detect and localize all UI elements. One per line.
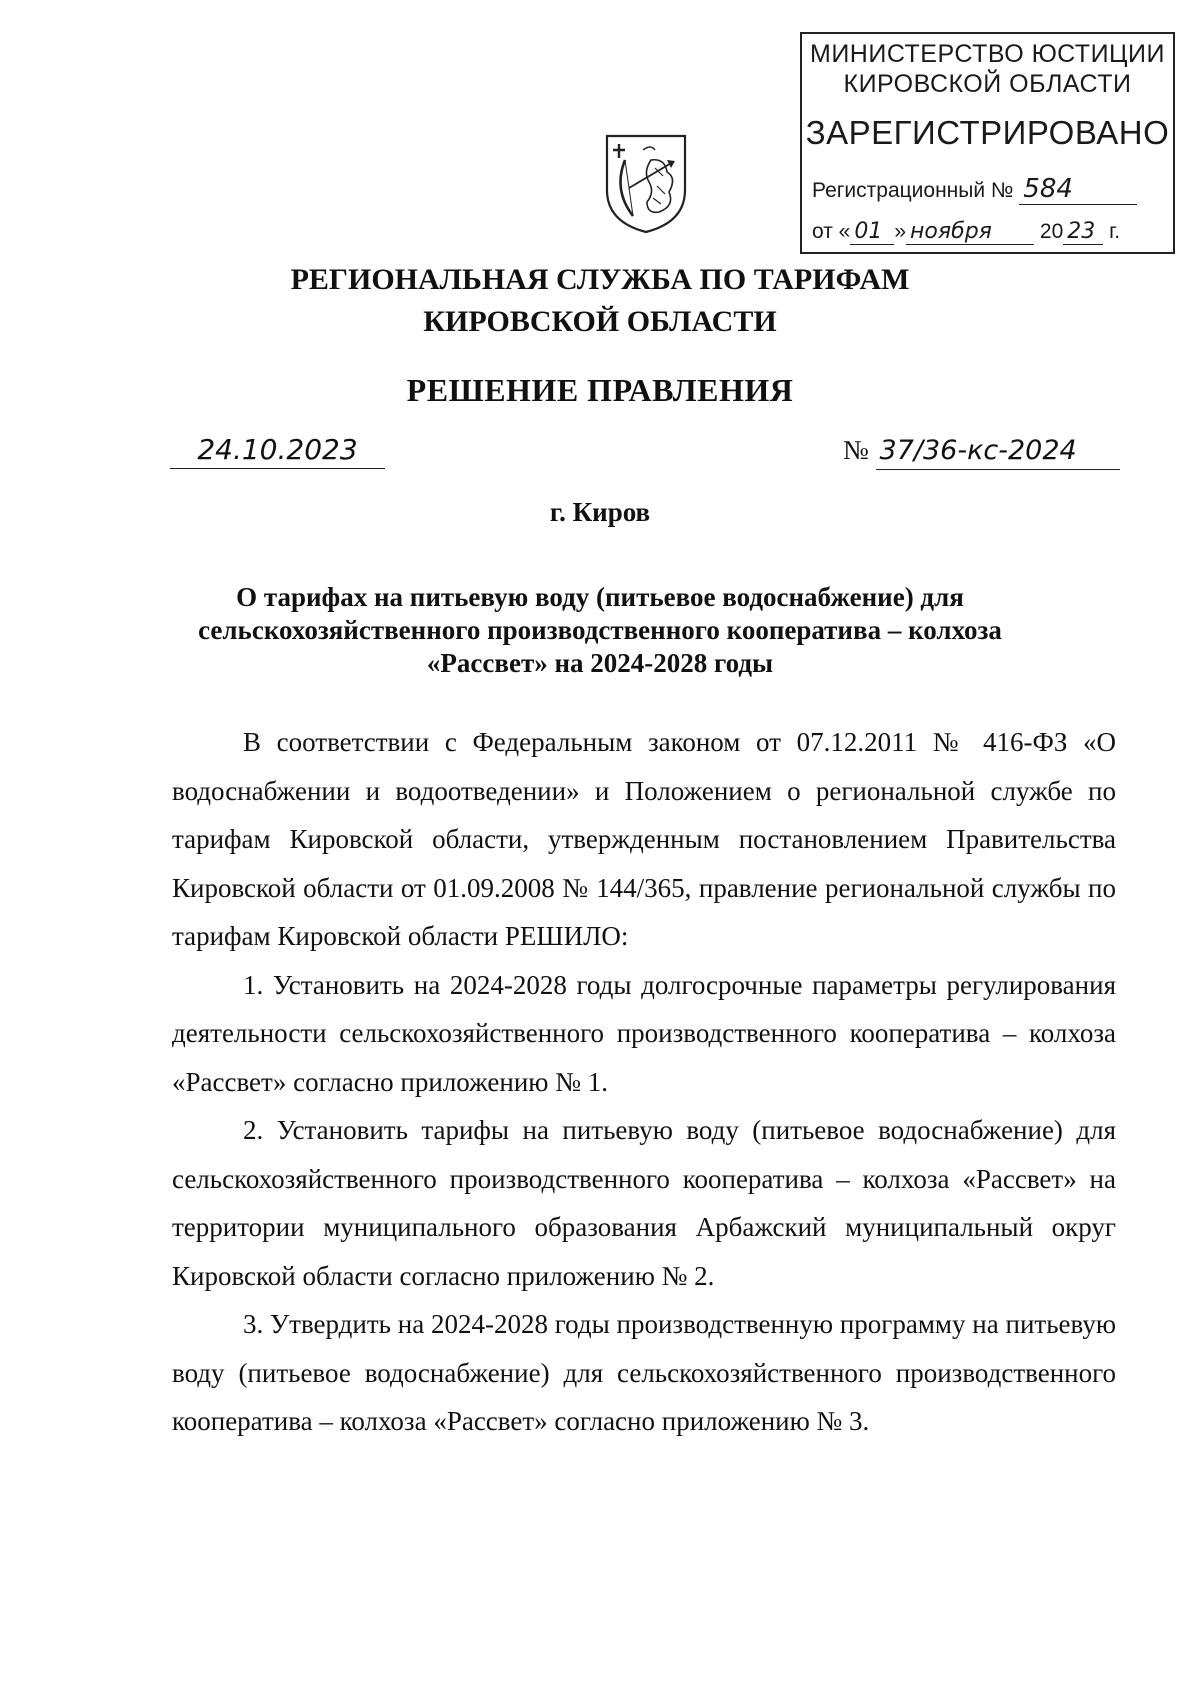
stamp-region: КИРОВСКОЙ ОБЛАСТИ [843,70,1132,98]
stamp-date-suffix: г. [1109,220,1121,243]
stamp-date-mid: » [894,220,907,243]
subject-line2: сельскохозяйственного производственного кооператива – колхоза [198,615,1002,645]
subject-line1: О тарифах на питьевую воду (питьевое водоснабжение) для [236,582,964,612]
subject-line3: «Рассвет» на 2024-2028 годы [426,648,774,678]
doc-type-title: РЕШЕНИЕ ПРАВЛЕНИЯ [406,372,794,408]
decision-number-row [843,432,1120,470]
stamp-registered: ЗАРЕГИСТРИРОВАНО [805,114,1170,151]
stamp-date-month: ноября [906,219,1034,245]
stamp-number-value: 584 [1019,174,1137,205]
clause-2: 2. Установить тарифы на питьевую воду (питьевое водоснабжение) для сельскохозяйственного производственного кооператива – колхоза «Рассвет» на территории муниципального образования Арбажский муниципальный округ Кировской области согласно приложению № 2. [172,1115,1116,1291]
decision-date: 24.10.2023 [170,432,385,469]
org-name-line1: РЕГИОНАЛЬНАЯ СЛУЖБА ПО ТАРИФАМ [290,263,910,296]
org-name-line2: КИРОВСКОЙ ОБЛАСТИ [423,305,777,338]
stamp-date-row [812,219,1120,245]
stamp-number-label: Регистрационный № [812,179,1014,202]
kirov-coat-of-arms-icon [603,132,689,236]
stamp-date-prefix: от « [812,220,851,243]
stamp-date-year-prefix: 20 [1039,220,1064,243]
stamp-date-year: 23 [1063,219,1103,245]
preamble-paragraph: В соответствии с Федеральным законом от 07.12.2011 № 416-ФЗ «О водоснабжении и водоотведении» и Положением о региональной службе по тарифам Кировской области, утвержденным постановлением Правительства Кировской области от 01.09.2008 № 144/365, правление региональной службы по тарифам Кировской области РЕШИЛО: [172,727,1116,951]
stamp-number-row [812,174,1137,205]
stamp-ministry: МИНИСТЕРСТВО ЮСТИЦИИ [810,40,1165,68]
registration-stamp [800,32,1175,254]
document-body [172,718,1116,1446]
clause-3: 3. Утвердить на 2024-2028 годы производственную программу на питьевую воду (питьевое водоснабжение) для сельскохозяйственного производственного кооператива – колхоза «Рассвет» согласно приложению № 3. [172,1309,1116,1436]
clause-1: 1. Установить на 2024-2028 годы долгосрочные параметры регулирования деятельности сельскохозяйственного производственного кооператива – колхоза «Рассвет» согласно приложению № 1. [172,969,1116,1097]
city: г. Киров [549,497,651,527]
decision-number: 37/36-кс-2024 [876,433,1120,470]
decision-number-label: № [843,435,869,465]
stamp-date-day: 01 [850,219,894,245]
